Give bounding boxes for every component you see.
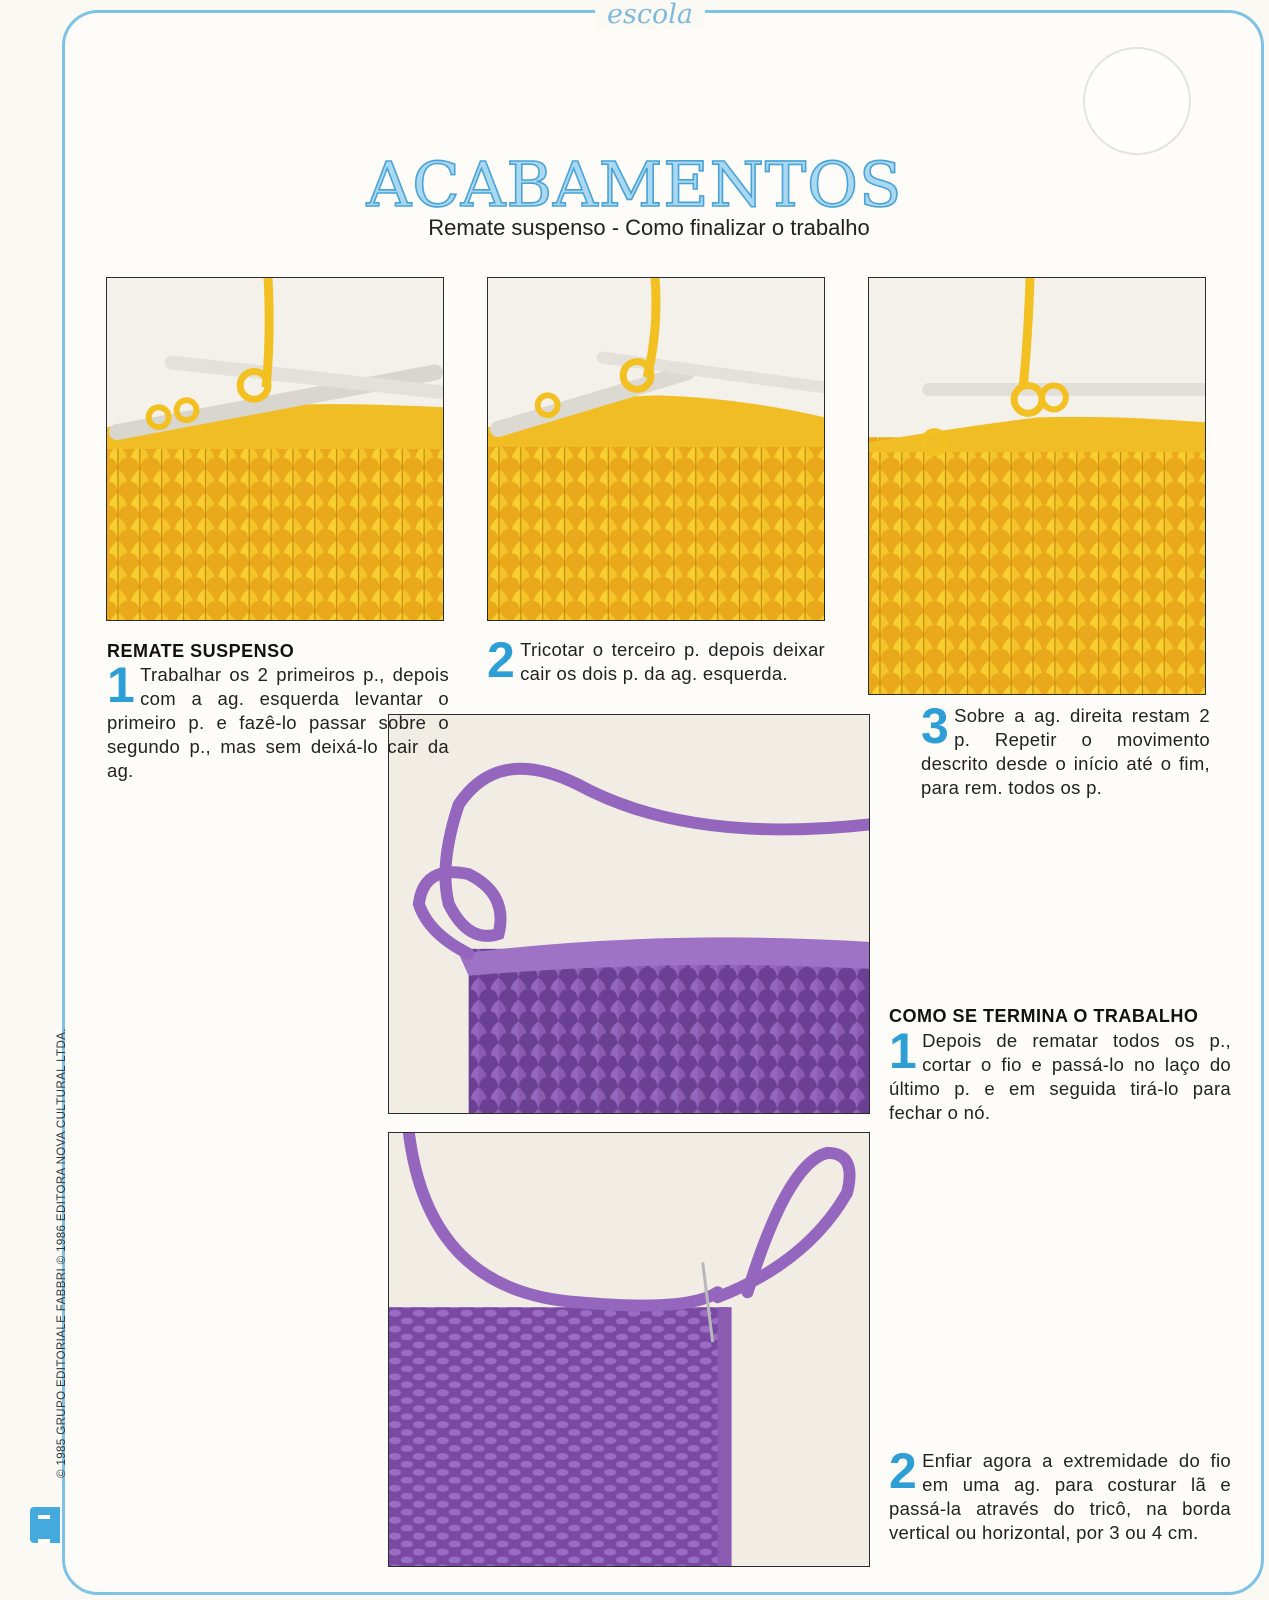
step-3-text <box>921 698 1210 800</box>
page-title: ACABAMENTOS <box>366 148 903 221</box>
step-number: 2 <box>889 1443 918 1499</box>
section-remate-title: REMATE SUSPENSO <box>107 641 295 661</box>
step-2-text <box>487 632 825 688</box>
page-subtitle: Remate suspenso - Como finalizar o trabalho <box>428 215 870 240</box>
photo-finish-step-2 <box>388 1132 870 1567</box>
step-description: Sobre a ag. direita restam 2 p. Repetir o movimento descrito desde o início até o fim, para rem. todos os p. <box>921 705 1210 798</box>
step-number: 1 <box>107 657 136 713</box>
step-number: 1 <box>889 1023 918 1079</box>
step-description: Depois de rematar todos os p., cortar o fio e passá-lo no laço do último p. e em seguida tirá-lo para fechar o nó. <box>889 1030 1231 1123</box>
photo-step-2 <box>487 277 825 621</box>
photo-finish-step-1 <box>388 714 870 1114</box>
section-tab-label: escola <box>595 0 705 30</box>
section-termina-title: COMO SE TERMINA O TRABALHO <box>889 1006 1199 1026</box>
photo-step-3 <box>868 277 1206 695</box>
finish-step-1-text <box>889 1023 1231 1125</box>
step-number: 3 <box>921 698 950 754</box>
step-description: Enfiar agora a extremidade do fio em uma ag. para costurar lã e passá-la através do tricô, na borda vertical ou horizontal, por 3 ou 4 cm. <box>889 1450 1231 1543</box>
binder-hole <box>1083 47 1191 155</box>
copyright-notice: © 1985 GRUPO EDITORIALE FABBRI © 1986 EDITORA NOVA CULTURAL LTDA. <box>56 1028 68 1478</box>
step-description: Trabalhar os 2 primeiros p., depois com a ag. esquerda levantar o primeiro p. e fazê-lo passar sobre o segundo p., mas sem deixá-lo cair da ag. <box>107 664 449 781</box>
section-marker-icon <box>30 1507 60 1543</box>
finish-step-2-text <box>889 1443 1231 1545</box>
step-description: Tricotar o terceiro p. depois deixar cair os dois p. da ag. esquerda. <box>520 639 825 684</box>
step-1-text <box>107 657 449 783</box>
photo-step-1 <box>106 277 444 621</box>
step-number: 2 <box>487 632 516 688</box>
